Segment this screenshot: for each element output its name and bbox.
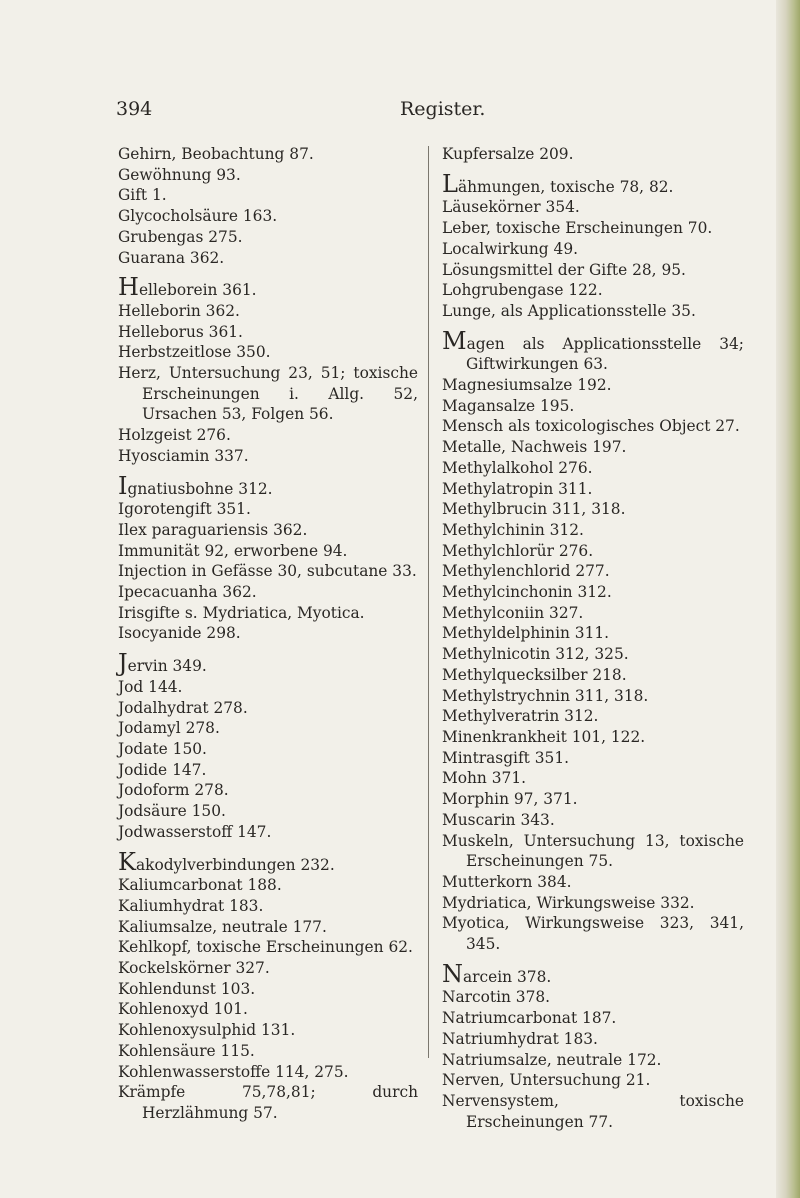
index-entry-text: arcein 378. xyxy=(463,967,552,986)
index-entry xyxy=(442,706,744,727)
index-entry-text: Methylnicotin 312, 325. xyxy=(442,645,629,664)
index-entry xyxy=(118,499,418,520)
index-entry-text: Krämpfe 75,78,81; durch Herzlähmung 57. xyxy=(118,1083,418,1122)
index-entry-text: Kehlkopf, toxische Erscheinungen 62. xyxy=(118,938,413,957)
index-entry xyxy=(118,1082,418,1123)
index-entry-text: elleborein 361. xyxy=(138,281,257,300)
index-entry-text: Natriumsalze, neutrale 172. xyxy=(442,1050,662,1069)
index-entry xyxy=(442,520,744,541)
index-entry-text: agen als Applicationsstelle 34; Giftwirkungen 63. xyxy=(466,334,744,374)
index-entry-text: Kockelskörner 327. xyxy=(118,959,270,978)
index-entry-text: Methyldelphinin 311. xyxy=(442,624,610,643)
index-entry-text: Isocyanide 298. xyxy=(118,624,241,643)
index-entry xyxy=(118,248,418,269)
index-entry xyxy=(118,165,418,186)
index-entry-text: Methylchlorür 276. xyxy=(442,541,594,560)
index-entry-text: Herbstzeitlose 350. xyxy=(118,343,271,362)
index-entry-text: Injection in Gefässe 30, subcutane 33. xyxy=(118,562,417,581)
index-entry xyxy=(118,301,418,322)
index-entry xyxy=(442,831,744,872)
index-entry-text: Irisgifte s. Mydriatica, Myotica. xyxy=(118,603,365,622)
index-entry-text: Jodwasserstoff 147. xyxy=(118,822,272,841)
index-entry-text: Nerven, Untersuchung 21. xyxy=(442,1071,651,1090)
index-entry-text: Hyosciamin 337. xyxy=(118,446,249,465)
index-entry xyxy=(442,280,744,301)
section-initial: H xyxy=(118,273,139,302)
index-entry-text: Leber, toxische Erscheinungen 70. xyxy=(442,219,713,238)
index-entry xyxy=(118,979,418,1000)
index-entry-text: Methylcinchonin 312. xyxy=(442,583,612,602)
index-entry-text: Kaliumhydrat 183. xyxy=(118,896,264,915)
index-entry-text: Helleborus 361. xyxy=(118,322,243,341)
index-entry-text: Mohn 371. xyxy=(442,769,527,788)
index-entry-text: Natriumhydrat 183. xyxy=(442,1029,598,1048)
index-entry xyxy=(118,471,418,500)
index-entry xyxy=(118,144,418,165)
index-column-left xyxy=(118,144,418,1124)
index-entry-text: Muscarin 343. xyxy=(442,810,555,829)
index-entry-text: Myotica, Wirkungsweise 323, 341, 345. xyxy=(442,914,744,954)
index-entry xyxy=(442,499,744,520)
index-entry-text: Methylstrychnin 311, 318. xyxy=(442,686,649,705)
index-entry xyxy=(442,396,744,417)
index-entry-text: Jodamyl 278. xyxy=(118,719,220,738)
index-entry xyxy=(442,458,744,479)
index-entry-text: Methylveratrin 312. xyxy=(442,707,599,726)
index-entry xyxy=(118,847,418,876)
index-entry-text: Herz, Untersuchung 23, 51; toxische Erscheinungen i. Allg. 52, Ursachen 53, Folgen 56. xyxy=(118,364,418,424)
index-entry xyxy=(118,342,418,363)
index-entry-text: Methylalkohol 276. xyxy=(442,458,593,477)
index-entry xyxy=(118,917,418,938)
index-entry xyxy=(442,239,744,260)
index-entry xyxy=(118,999,418,1020)
index-letter-group xyxy=(442,326,744,955)
index-entry xyxy=(118,1041,418,1062)
index-letter-group xyxy=(118,649,418,842)
index-entry xyxy=(118,1020,418,1041)
index-entry-text: Ipecacuanha 362. xyxy=(118,583,257,602)
index-entry xyxy=(442,810,744,831)
index-entry-text: Methylatropin 311. xyxy=(442,479,593,498)
section-initial: L xyxy=(442,169,458,198)
index-entry-text: Lunge, als Applicationsstelle 35. xyxy=(442,301,696,320)
index-entry xyxy=(118,760,418,781)
index-entry-text: Kohlenoxysulphid 131. xyxy=(118,1021,296,1040)
index-entry xyxy=(118,541,418,562)
index-letter-group xyxy=(118,144,418,268)
index-entry xyxy=(442,326,744,375)
index-letter-group xyxy=(442,169,744,322)
index-entry xyxy=(118,227,418,248)
index-entry-text: Gewöhnung 93. xyxy=(118,165,241,184)
index-entry xyxy=(442,872,744,893)
index-entry xyxy=(118,322,418,343)
index-entry xyxy=(118,937,418,958)
index-entry-text: Gift 1. xyxy=(118,186,167,205)
index-entry xyxy=(442,644,744,665)
index-letter-group xyxy=(118,471,418,645)
index-entry xyxy=(118,718,418,739)
page-edge xyxy=(776,0,800,1198)
index-entry-text: ervin 349. xyxy=(127,657,207,676)
index-entry-text: Narcotin 378. xyxy=(442,988,551,1007)
index-entry-text: Minenkrankheit 101, 122. xyxy=(442,727,646,746)
section-initial: M xyxy=(442,326,467,355)
index-entry-text: Methylconiin 327. xyxy=(442,603,584,622)
index-entry xyxy=(442,541,744,562)
index-entry-text: Jodsäure 150. xyxy=(118,802,226,821)
index-entry-text: Methylchinin 312. xyxy=(442,520,584,539)
index-entry-text: Kohlensäure 115. xyxy=(118,1041,255,1060)
index-entry-text: akodylverbindungen 232. xyxy=(135,855,335,874)
index-entry-text: Gehirn, Beobachtung 87. xyxy=(118,145,314,163)
index-entry xyxy=(442,603,744,624)
index-letter-group xyxy=(442,144,744,165)
index-entry-text: Natriumcarbonat 187. xyxy=(442,1009,617,1028)
index-entry xyxy=(442,301,744,322)
index-entry-text: Nervensystem, toxische Erscheinungen 77. xyxy=(442,1091,744,1131)
index-entry xyxy=(118,603,418,624)
page-number: 394 xyxy=(116,98,153,120)
index-entry-text: Jod 144. xyxy=(118,677,183,696)
section-initial: K xyxy=(118,847,136,876)
running-head: Register. xyxy=(400,98,486,120)
index-entry xyxy=(118,446,418,467)
index-entry xyxy=(442,789,744,810)
index-entry xyxy=(442,686,744,707)
index-entry xyxy=(442,1070,744,1091)
index-entry xyxy=(118,1062,418,1083)
index-entry xyxy=(442,623,744,644)
index-entry xyxy=(442,748,744,769)
index-entry-text: Kaliumcarbonat 188. xyxy=(118,876,282,895)
index-entry-text: Glycocholsäure 163. xyxy=(118,207,278,226)
section-initial: I xyxy=(118,471,128,500)
column-rule xyxy=(428,146,429,1058)
index-entry xyxy=(118,582,418,603)
index-entry xyxy=(118,875,418,896)
index-entry-text: gnatiusbohne 312. xyxy=(127,479,273,498)
index-entry xyxy=(442,218,744,239)
index-entry xyxy=(442,375,744,396)
index-entry xyxy=(442,197,744,218)
index-entry-text: Muskeln, Untersuchung 13, toxische Erscheinungen 75. xyxy=(442,831,744,871)
index-entry xyxy=(442,1050,744,1071)
index-entry-text: Jodate 150. xyxy=(118,739,207,758)
index-entry xyxy=(442,768,744,789)
index-entry-text: Lohgrubengase 122. xyxy=(442,281,603,300)
index-entry-text: Kohlendunst 103. xyxy=(118,979,256,998)
index-entry xyxy=(118,425,418,446)
index-column-right xyxy=(442,144,744,1132)
index-entry xyxy=(118,739,418,760)
index-entry xyxy=(442,479,744,500)
index-entry xyxy=(118,623,418,644)
index-entry xyxy=(118,677,418,698)
index-entry-text: Kupfersalze 209. xyxy=(442,145,574,163)
index-entry xyxy=(118,649,418,678)
index-entry xyxy=(442,959,744,988)
index-entry-text: Ilex paraguariensis 362. xyxy=(118,520,308,539)
index-entry-text: Grubengas 275. xyxy=(118,227,243,246)
index-entry-text: Mintrasgift 351. xyxy=(442,748,570,767)
index-entry-text: Helleborin 362. xyxy=(118,301,240,320)
index-entry xyxy=(118,185,418,206)
index-entry-text: Igorotengift 351. xyxy=(118,500,251,519)
index-entry xyxy=(442,893,744,914)
index-entry-text: Mensch als toxicologisches Object 27. xyxy=(442,417,740,436)
index-entry xyxy=(118,363,418,425)
index-entry-text: Holzgeist 276. xyxy=(118,426,231,445)
index-entry xyxy=(118,801,418,822)
index-entry xyxy=(442,987,744,1008)
index-entry xyxy=(442,1008,744,1029)
section-initial: J xyxy=(118,649,128,678)
index-entry xyxy=(118,698,418,719)
index-entry-text: Morphin 97, 371. xyxy=(442,790,578,809)
index-entry xyxy=(118,896,418,917)
index-entry xyxy=(442,1029,744,1050)
index-entry xyxy=(442,582,744,603)
index-entry xyxy=(442,913,744,954)
index-entry-text: Jodoform 278. xyxy=(118,781,229,800)
index-entry-text: Läusekörner 354. xyxy=(442,198,580,217)
index-entry-text: Kaliumsalze, neutrale 177. xyxy=(118,917,327,936)
index-entry-text: Metalle, Nachweis 197. xyxy=(442,438,627,457)
index-entry-text: Mutterkorn 384. xyxy=(442,872,572,891)
index-entry-text: Methylbrucin 311, 318. xyxy=(442,500,626,519)
index-entry xyxy=(118,206,418,227)
index-entry xyxy=(118,822,418,843)
index-letter-group xyxy=(118,273,418,466)
index-entry xyxy=(118,561,418,582)
index-entry xyxy=(442,416,744,437)
index-entry-text: Kohlenwasserstoffe 114, 275. xyxy=(118,1062,349,1081)
index-entry-text: Methylquecksilber 218. xyxy=(442,665,627,684)
index-entry xyxy=(118,520,418,541)
index-entry-text: Magansalze 195. xyxy=(442,396,575,415)
index-entry xyxy=(442,1091,744,1132)
index-entry xyxy=(442,561,744,582)
index-entry-text: Guarana 362. xyxy=(118,248,225,267)
index-letter-group xyxy=(118,847,418,1124)
index-entry xyxy=(442,260,744,281)
index-entry-text: Immunität 92, erworbene 94. xyxy=(118,541,348,560)
index-entry-text: Methylenchlorid 277. xyxy=(442,562,610,581)
index-entry-text: Lösungsmittel der Gifte 28, 95. xyxy=(442,260,686,279)
index-entry-text: Mydriatica, Wirkungsweise 332. xyxy=(442,893,695,912)
index-entry-text: Kohlenoxyd 101. xyxy=(118,1000,248,1019)
section-initial: N xyxy=(442,959,463,988)
index-entry xyxy=(442,144,744,165)
index-entry-text: Magnesiumsalze 192. xyxy=(442,376,612,395)
index-entry xyxy=(442,437,744,458)
index-entry-text: Jodide 147. xyxy=(118,760,207,779)
index-entry-text: Localwirkung 49. xyxy=(442,239,579,258)
index-entry xyxy=(442,727,744,748)
index-entry xyxy=(442,169,744,198)
index-entry xyxy=(118,273,418,302)
index-entry xyxy=(442,665,744,686)
index-entry xyxy=(118,958,418,979)
index-entry xyxy=(118,780,418,801)
index-entry-text: ähmungen, toxische 78, 82. xyxy=(457,177,674,196)
index-letter-group xyxy=(442,959,744,1133)
index-entry-text: Jodalhydrat 278. xyxy=(118,698,248,717)
